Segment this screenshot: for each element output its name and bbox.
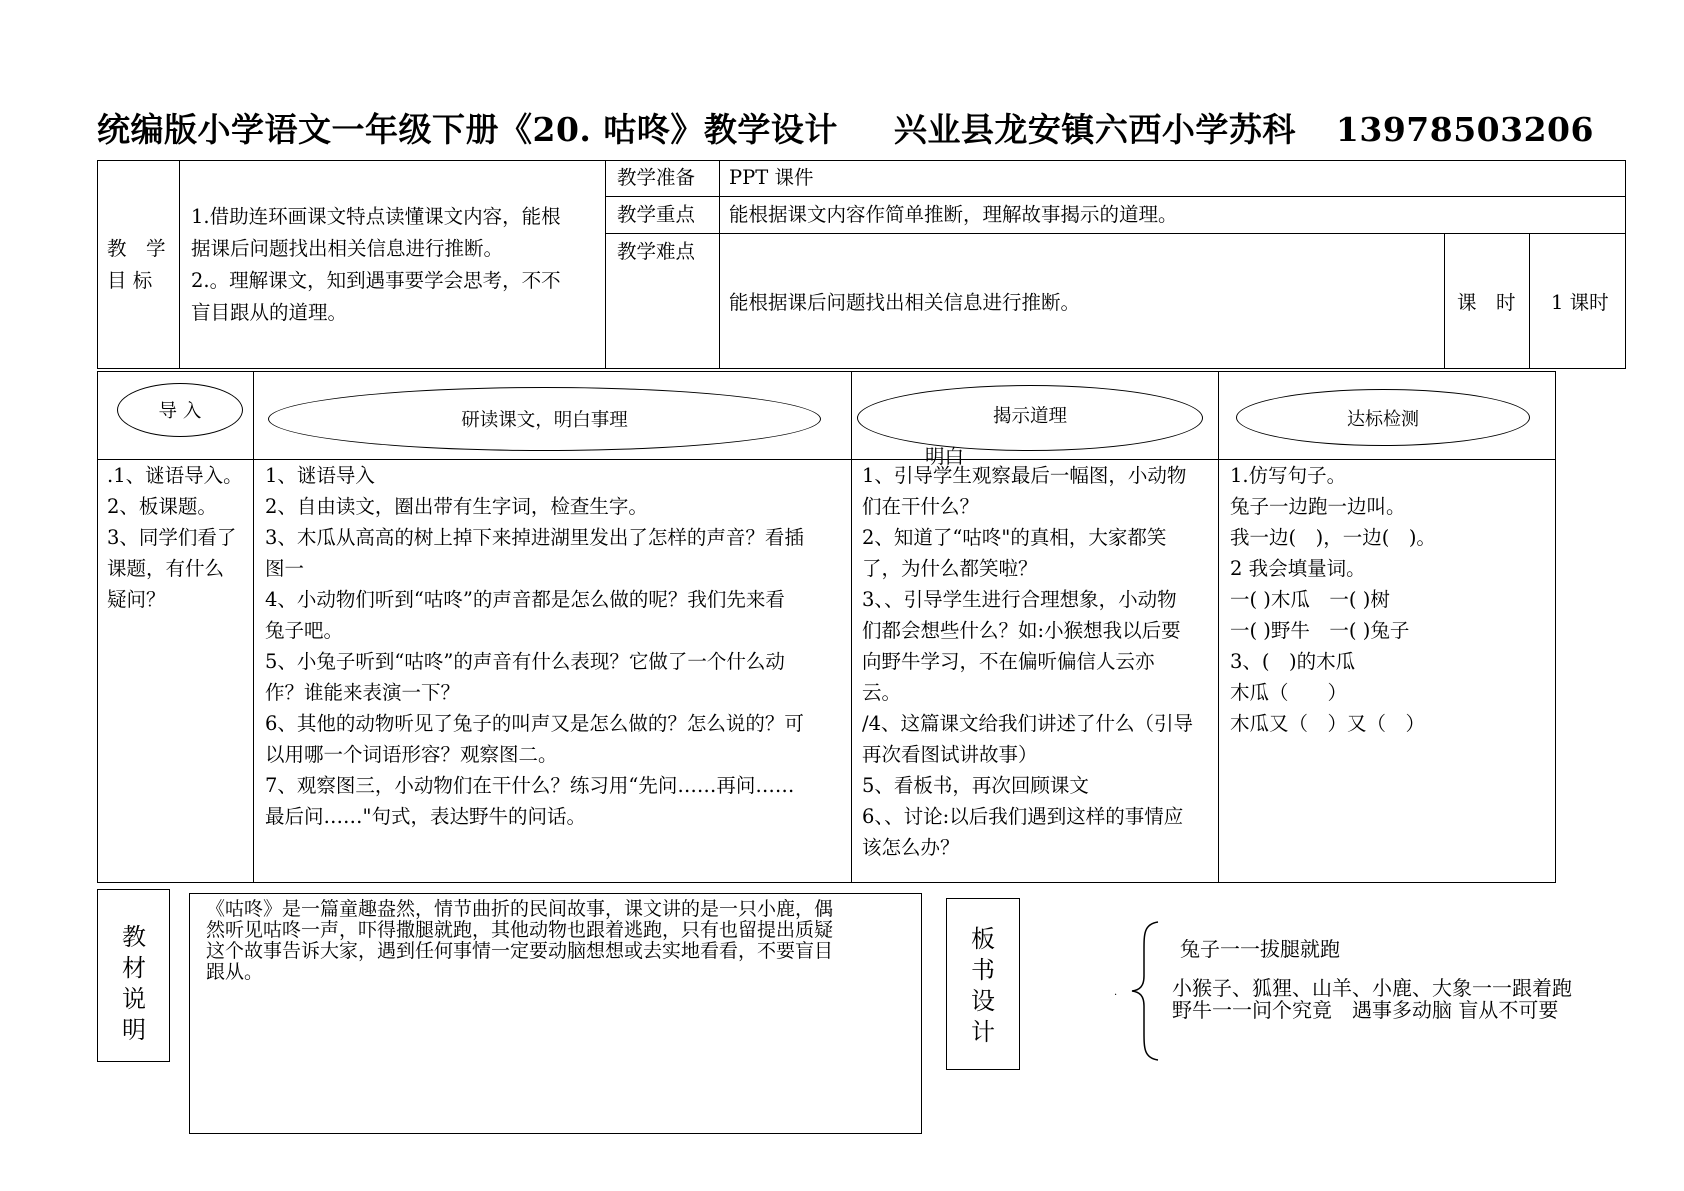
reveal-line: 5、看板书，再次回顾课文 xyxy=(862,774,1089,797)
intro-line: 疑问？ xyxy=(107,588,166,611)
difficulty-value: 能根据课后问题找出相关信息进行推断。 xyxy=(729,291,1081,314)
table-divider xyxy=(1444,233,1445,369)
material-label-char: 材 xyxy=(122,954,146,982)
study-line: 5、小兔子听到“咕咚”的声音有什么表现？它做了一个什么动 xyxy=(265,650,785,673)
reveal-line: 1、引导学生观察最后一幅图，小动物 xyxy=(862,464,1187,487)
board-label-char: 板 xyxy=(971,925,995,953)
material-description-box xyxy=(189,893,922,1134)
period-value: 1 课时 xyxy=(1551,291,1609,314)
dot-mark: . xyxy=(1114,987,1118,998)
header-intro-label: 导 入 xyxy=(158,401,202,422)
check-line: 2 我会填量词。 xyxy=(1230,557,1366,580)
reveal-line: 6、、讨论:以后我们遇到这样的事情应 xyxy=(862,805,1184,828)
title-phone: 13978503206 xyxy=(1335,110,1594,149)
board-label-box xyxy=(946,898,1020,1070)
goal-line: 1.借助连环画课文特点读懂课文内容，能根 xyxy=(191,205,561,228)
check-line: 兔子一边跑一边叫。 xyxy=(1230,495,1406,518)
material-label-char: 明 xyxy=(122,1016,146,1044)
page-title xyxy=(97,104,1594,151)
period-label: 课 时 xyxy=(1457,291,1516,314)
study-line: 3、木瓜从高高的树上掉下来掉进湖里发出了怎样的声音？看插 xyxy=(265,526,804,549)
board-line-2: 小猴子、狐狸、山羊、小鹿、大象一一跟着跑 xyxy=(1172,976,1572,1000)
table-divider xyxy=(605,196,1626,197)
material-line: 《咕咚》是一篇童趣盎然，情节曲折的民间故事，课文讲的是一只小鹿，偶 xyxy=(206,898,834,920)
intro-line: 3、同学们看了 xyxy=(107,526,237,549)
reveal-line: 3、、引导学生进行合理想象，小动物 xyxy=(862,588,1177,611)
table-divider xyxy=(605,233,1626,234)
board-line-3: 野牛一一问个究竟 遇事多动脑 盲从不可要 xyxy=(1172,998,1559,1022)
curly-brace-icon xyxy=(1124,920,1164,1062)
goal-label-line1: 教 学 xyxy=(107,237,166,260)
reveal-line: /4、这篇课文给我们讲述了什么（引导 xyxy=(862,712,1193,735)
board-label-char: 设 xyxy=(971,987,995,1015)
study-line: 1、谜语导入 xyxy=(265,464,375,487)
prep-label: 教学准备 xyxy=(617,166,696,189)
study-line: 兔子吧。 xyxy=(265,619,344,642)
difficulty-label: 教学难点 xyxy=(617,240,696,263)
check-line: 3、( )的木瓜 xyxy=(1230,650,1356,673)
table-divider xyxy=(851,371,852,883)
title-main: 统编版小学语文一年级下册《20. 咕咚》教学设计 xyxy=(97,110,838,149)
study-line: 图一 xyxy=(265,557,305,580)
board-label-char: 计 xyxy=(971,1018,995,1046)
title-school: 兴业县龙安镇六西小学苏科 xyxy=(893,110,1296,149)
study-line: 6、其他的动物听见了兔子的叫声又是怎么做的？怎么说的？可 xyxy=(265,712,804,735)
reveal-line: 们都会想些什么？如:小猴想我以后要 xyxy=(862,619,1181,642)
key-label: 教学重点 xyxy=(617,203,696,226)
header-check-label: 达标检测 xyxy=(1347,408,1419,430)
material-line: 跟从。 xyxy=(206,961,264,983)
key-value: 能根据课文内容作简单推断，理解故事揭示的道理。 xyxy=(729,203,1178,226)
reveal-line: 们在干什么？ xyxy=(862,495,980,518)
reveal-line: 了，为什么都笑啦？ xyxy=(862,557,1038,580)
goal-line: 2.。理解课文，知到遇事要学会思考，不不 xyxy=(191,269,561,292)
board-line-1: 兔子一一拔腿就跑 xyxy=(1180,937,1340,961)
material-line: 这个故事告诉大家，遇到任何事情一定要动脑想想或去实地看看，不要盲目 xyxy=(206,940,834,962)
table-divider xyxy=(179,160,180,369)
reveal-line: 再次看图试讲故事） xyxy=(862,743,1038,766)
table-divider xyxy=(1218,371,1219,883)
header-oval-intro xyxy=(117,383,243,437)
study-line: 4、小动物们听到“咕咚”的声音都是怎么做的呢？我们先来看 xyxy=(265,588,785,611)
material-label-char: 说 xyxy=(122,985,146,1013)
check-line: 木瓜（ ） xyxy=(1230,681,1348,704)
study-line: 最后问……"句式，表达野牛的问话。 xyxy=(265,805,586,828)
header-oval-study xyxy=(268,387,821,451)
intro-line: 2、板课题。 xyxy=(107,495,217,518)
goal-label-line2: 目 标 xyxy=(107,269,153,292)
stray-text: 明白 xyxy=(925,445,965,468)
reveal-line: 云。 xyxy=(862,681,902,704)
material-label-box xyxy=(97,889,170,1062)
reveal-line: 2、知道了“咕咚"的真相，大家都笑 xyxy=(862,526,1167,549)
check-line: 一( )野牛 一( )兔子 xyxy=(1230,619,1410,642)
material-label-char: 教 xyxy=(122,923,146,951)
goal-line: 据课后问题找出相关信息进行推断。 xyxy=(191,237,504,260)
goal-line: 盲目跟从的道理。 xyxy=(191,301,348,324)
study-line: 2、自由读文，圈出带有生字词，检查生字。 xyxy=(265,495,648,518)
table-divider xyxy=(253,371,254,883)
prep-value: PPT 课件 xyxy=(729,166,814,189)
study-line: 作？谁能来表演一下？ xyxy=(265,681,461,704)
study-line: 以用哪一个词语形容？观察图二。 xyxy=(265,743,558,766)
table-divider xyxy=(719,160,720,369)
reveal-line: 该怎么办？ xyxy=(862,836,960,859)
reveal-line: 向野牛学习，不在偏听偏信人云亦 xyxy=(862,650,1155,673)
header-oval-check xyxy=(1236,389,1530,446)
board-label-char: 书 xyxy=(971,956,995,984)
header-oval-reveal xyxy=(857,385,1203,451)
table-divider xyxy=(1529,233,1530,369)
check-line: 我一边( )，一边( )。 xyxy=(1230,526,1436,549)
intro-line: 课题，有什么 xyxy=(107,557,225,580)
header-reveal-label: 揭示道理 xyxy=(992,406,1067,427)
intro-line: .1、谜语导入。 xyxy=(107,464,243,487)
check-line: 木瓜又（ ）又（ ） xyxy=(1230,712,1426,735)
table-divider xyxy=(605,160,606,369)
material-line: 然听见咕咚一声，吓得撒腿就跑，其他动物也跟着逃跑，只有也留提出质疑 xyxy=(206,919,834,941)
study-line: 7、观察图三，小动物们在干什么？练习用“先问……再问…… xyxy=(265,774,795,797)
check-line: 1.仿写句子。 xyxy=(1230,464,1347,487)
check-line: 一( )木瓜 一( )树 xyxy=(1230,588,1390,611)
header-study-label: 研读课文，明白事理 xyxy=(461,410,628,431)
